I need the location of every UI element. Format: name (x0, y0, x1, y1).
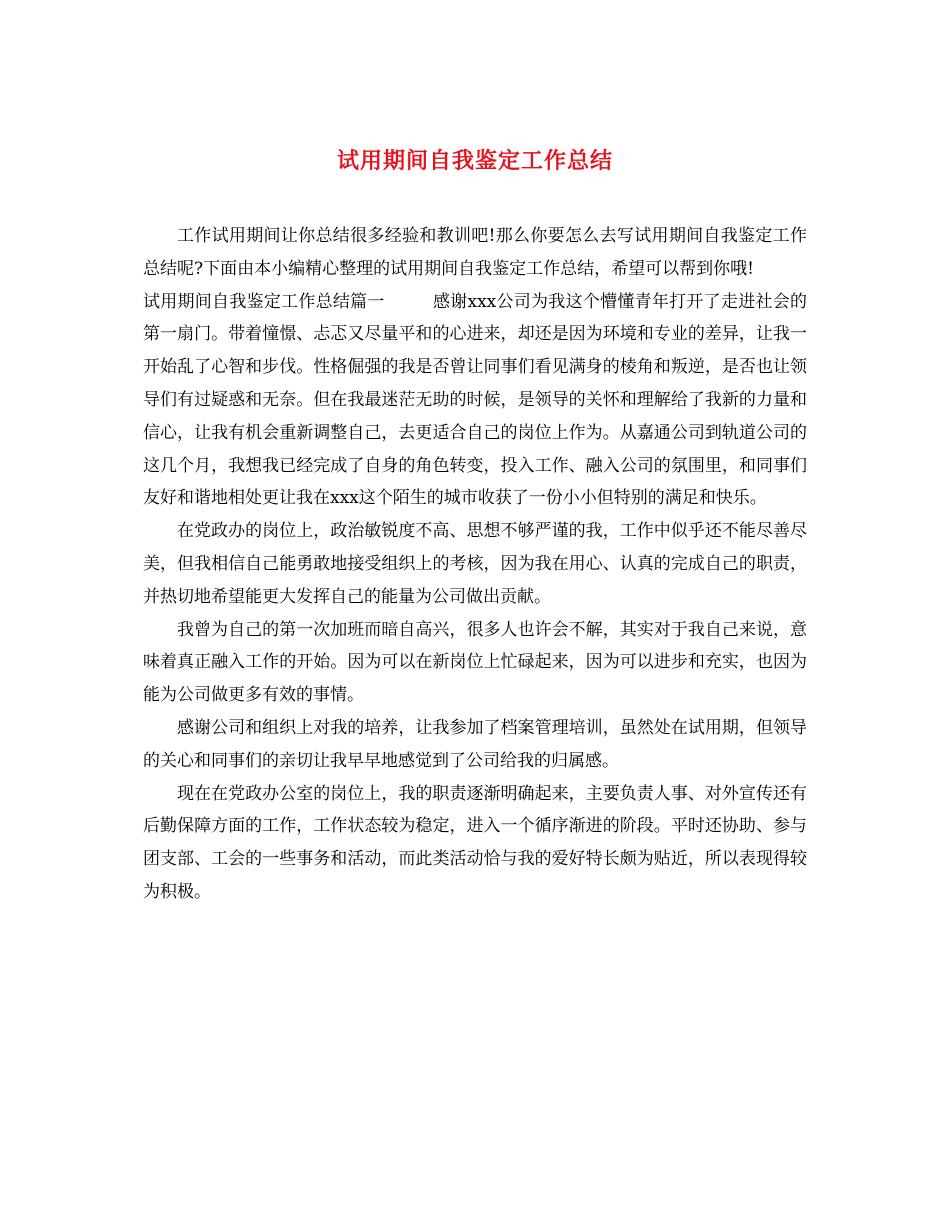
body-paragraph: 现在在党政办公室的岗位上，我的职责逐渐明确起来，主要负责人事、对外宣传还有后勤保障方面的工作，工作状态较为稳定，进入一个循序渐进的阶段。平时还协助、参与团支部、工会的一些事务和活动，而此类活动恰与我的爱好特长颇为贴近，所以表现得较为积极。 (143, 783, 807, 902)
document-body (143, 220, 807, 909)
body-paragraph: 在党政办的岗位上，政治敏锐度不高、思想不够严谨的我，工作中似乎还不能尽善尽美，但我相信自己能勇敢地接受组织上的考核，因为我在用心、认真的完成自己的职责，并热切地希望能更大发挥自己的能量为公司做出贡献。 (143, 521, 807, 607)
section-one-heading: 试用期间自我鉴定工作总结篇一 (143, 291, 385, 312)
section-one-paragraph (143, 286, 807, 516)
section-one-text: 感谢xxx公司为我这个懵懂青年打开了走进社会的第一扇门。带着憧憬、忐忑又尽量平和的心进来，却还是因为环境和专业的差异，让我一开始乱了心智和步伐。性格倔强的我是否曾让同事们看见满身的棱角和叛逆，是否也让领导们有过疑惑和无奈。但在我最迷茫无助的时候，是领导的关怀和理解给了我新的力量和信心，让我有机会重新调整自己，去更适合自己的岗位上作为。从嘉通公司到轨道公司的这几个月，我想我已经完成了自身的角色转变，投入工作、融入公司的氛围里，和同事们友好和谐地相处更让我在xxx这个陌生的城市收获了一份小小但特别的满足和快乐。 (143, 291, 808, 509)
document-title: 试用期间自我鉴定工作总结 (336, 148, 613, 174)
body-paragraph: 我曾为自己的第一次加班而暗自高兴，很多人也许会不解，其实对于我自己来说，意味着真正融入工作的开始。因为可以在新岗位上忙碌起来，因为可以进步和充实，也因为能为公司做更多有效的事情。 (143, 619, 807, 706)
intro-paragraph: 工作试用期间让你总结很多经验和教训吧!那么你要怎么去写试用期间自我鉴定工作总结呢?下面由本小编精心整理的试用期间自我鉴定工作总结，希望可以帮到你哦! (143, 226, 807, 279)
body-paragraph: 感谢公司和组织上对我的培养，让我参加了档案管理培训，虽然处在试用期，但领导的关心和同事们的亲切让我早早地感觉到了公司给我的归属感。 (143, 717, 807, 771)
